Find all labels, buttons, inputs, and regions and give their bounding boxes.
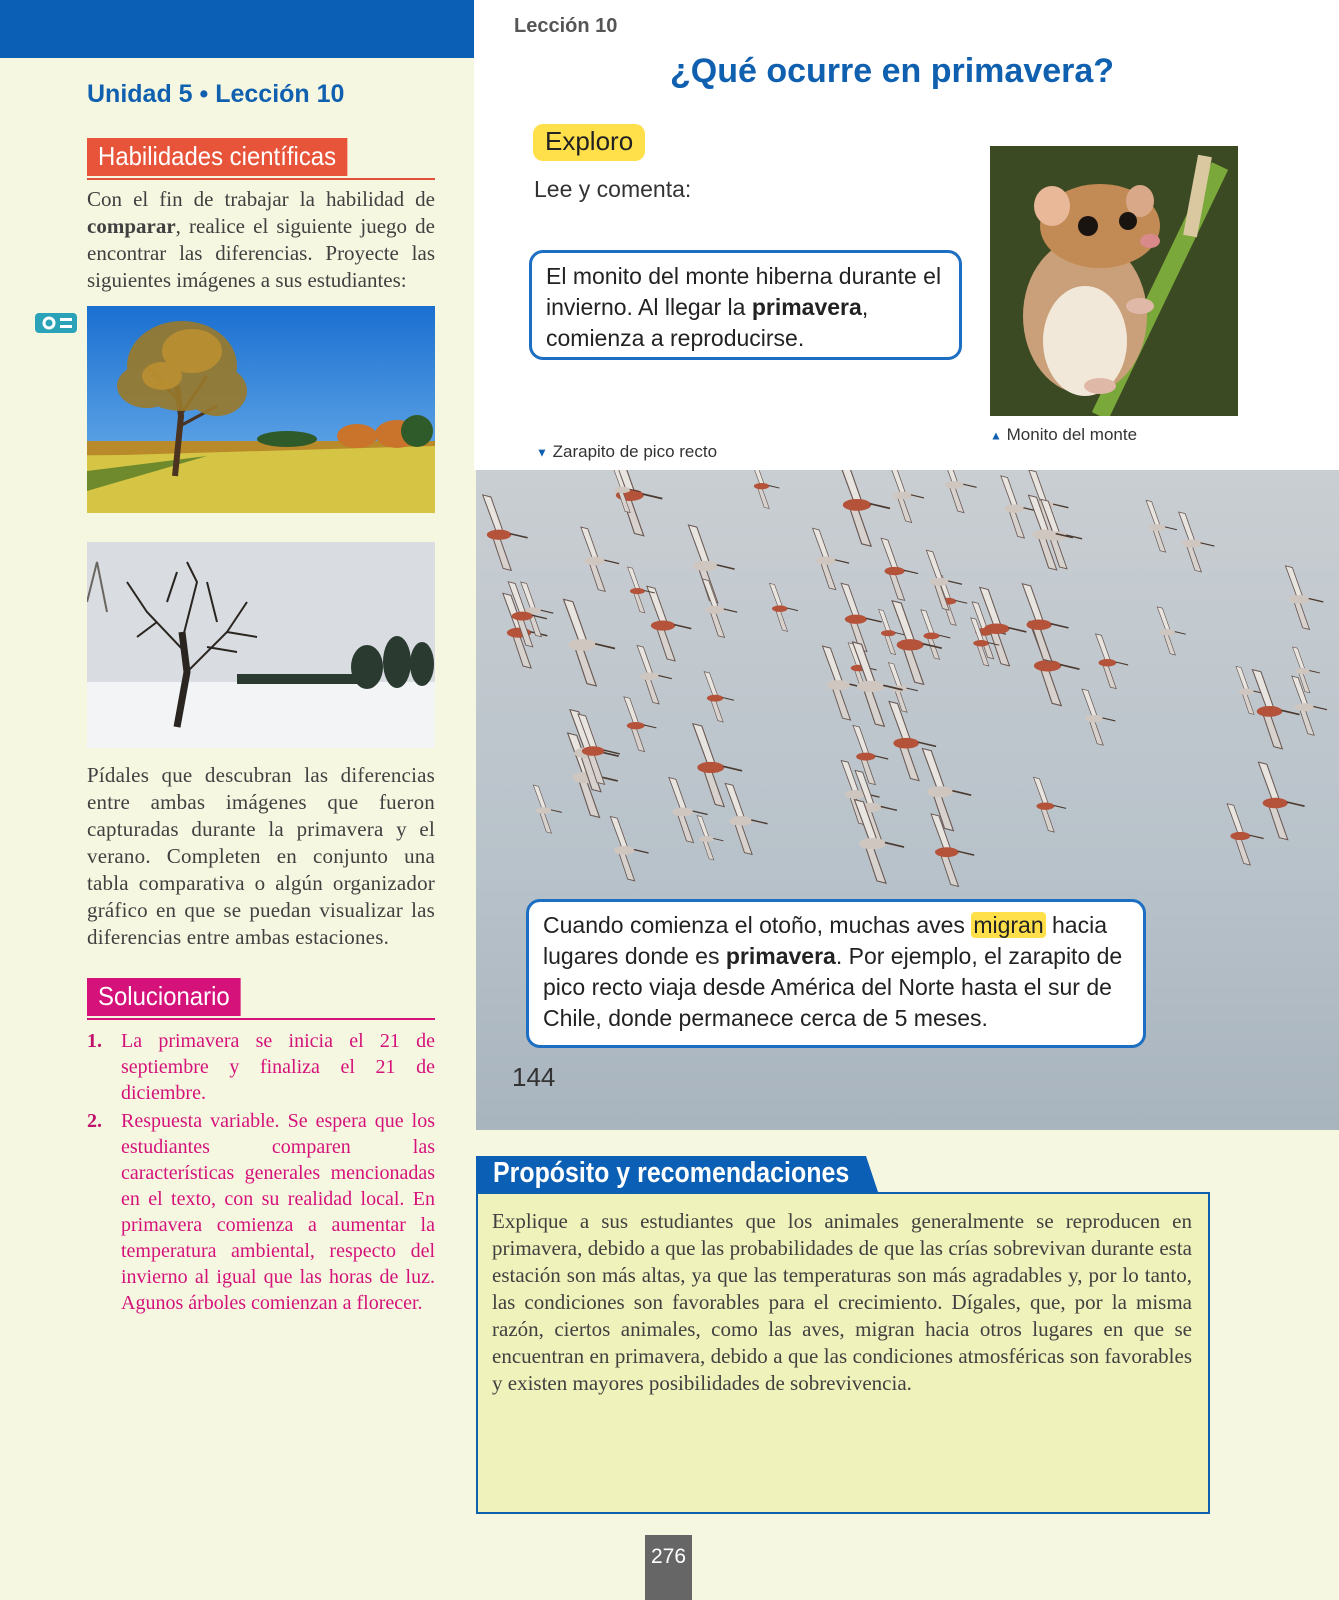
zarapito-caption bbox=[536, 442, 717, 462]
skills-heading bbox=[87, 138, 435, 180]
triangle-down-icon: ▼ bbox=[536, 445, 548, 460]
skills-heading-label: Habilidades científicas bbox=[87, 138, 347, 176]
monito-del-monte-photo bbox=[990, 146, 1238, 416]
solution-item bbox=[87, 1028, 435, 1106]
lesson-tag: Lección 10 bbox=[514, 15, 618, 37]
explore-badge: Exploro bbox=[533, 124, 645, 161]
read-prompt: Lee y comenta: bbox=[534, 176, 692, 202]
purpose-text: Explique a sus estudiantes que los animales generalmente se reproducen en primavera, debido a que las probabilidades de que las crías sobrevivan durante esta estación son más altas, ya que las temperaturas son más agradables y, por lo tanto, las condiciones son favorables para el crecimiento. Dígales, que, por la misma razón, ciertos animales, como las aves, migran hacia otros lugares en que se encuentran en primavera, debido a que las condiciones atmosféricas son favorables y existen mayores posibilidades de sobrevivencia. bbox=[492, 1209, 1192, 1395]
page-number: 276 bbox=[645, 1535, 692, 1600]
monito-caption-text: Monito del monte bbox=[1006, 425, 1138, 444]
solutions-heading-label: Solucionario bbox=[87, 978, 241, 1016]
page-title: ¿Qué ocurre en primavera? bbox=[670, 52, 1115, 90]
zarapito-text-bold: primavera bbox=[725, 943, 836, 969]
zarapito-text-b: hacia lugares donde es bbox=[543, 912, 1107, 969]
projector-icon bbox=[34, 309, 80, 337]
zarapito-caption-text: Zarapito de pico recto bbox=[552, 442, 718, 461]
monito-text-b: , comienza a reproducirse. bbox=[546, 294, 869, 351]
zarapito-text-c: . Por ejemplo, el zarapito de pico recto viaja desde América del Norte hasta el sur de Chile, donde permanece cerca de 5 meses. bbox=[543, 943, 1123, 1031]
skills-paragraph bbox=[87, 186, 435, 294]
skills-text-1: Con el fin de trabajar la habilidad de bbox=[87, 187, 435, 211]
skills-text-bold: comparar bbox=[87, 214, 176, 238]
purpose-heading bbox=[476, 1156, 1210, 1192]
zarapito-text-box bbox=[526, 899, 1146, 1048]
monito-text-a: El monito del monte hiberna durante el invierno. Al llegar la bbox=[546, 263, 942, 320]
monito-text-bold: primavera bbox=[751, 294, 862, 320]
winter-landscape-photo bbox=[87, 542, 435, 748]
solution-item bbox=[87, 1108, 435, 1316]
header-bar bbox=[0, 0, 500, 58]
solution-text: La primavera se inicia el 21 de septiembre y finaliza el 21 de diciembre. bbox=[121, 1030, 435, 1104]
triangle-up-icon: ▲ bbox=[990, 428, 1002, 443]
solutions-heading bbox=[87, 978, 435, 1020]
student-page-number: 144 bbox=[512, 1062, 556, 1092]
solution-number: 1. bbox=[87, 1030, 102, 1052]
purpose-heading-label: Propósito y recomendaciones bbox=[493, 1157, 850, 1189]
solutions-list bbox=[87, 1028, 435, 1318]
spring-landscape-photo bbox=[87, 306, 435, 513]
skills-text-2: , realice el siguiente juego de encontrar las diferencias. Proyecte las siguientes imágenes a sus estudiantes: bbox=[87, 214, 435, 292]
unit-title: Unidad 5 • Lección 10 bbox=[87, 80, 345, 108]
zarapito-text-a: Cuando comienza el otoño, muchas aves bbox=[543, 912, 972, 938]
solution-text: Respuesta variable. Se espera que los estudiantes comparen las características generales mencionadas en el texto, con su realidad local. En primavera comienza a aumentar la temperatura ambiental, respecto del invierno al igual que las horas de luz. Agunos árboles comienzan a florecer. bbox=[121, 1110, 435, 1314]
monito-caption bbox=[990, 425, 1137, 445]
migran-highlight: migran bbox=[973, 912, 1044, 938]
solution-number: 2. bbox=[87, 1110, 102, 1132]
instructions-paragraph: Pídales que descubran las diferencias entre ambas imágenes que fueron capturadas durante la primavera y el verano. Completen en conjunto una tabla comparativa o algún organizador gráfico en que se puedan visualizar las diferencias entre ambas estaciones. bbox=[87, 763, 435, 949]
monito-text-box bbox=[529, 250, 962, 360]
